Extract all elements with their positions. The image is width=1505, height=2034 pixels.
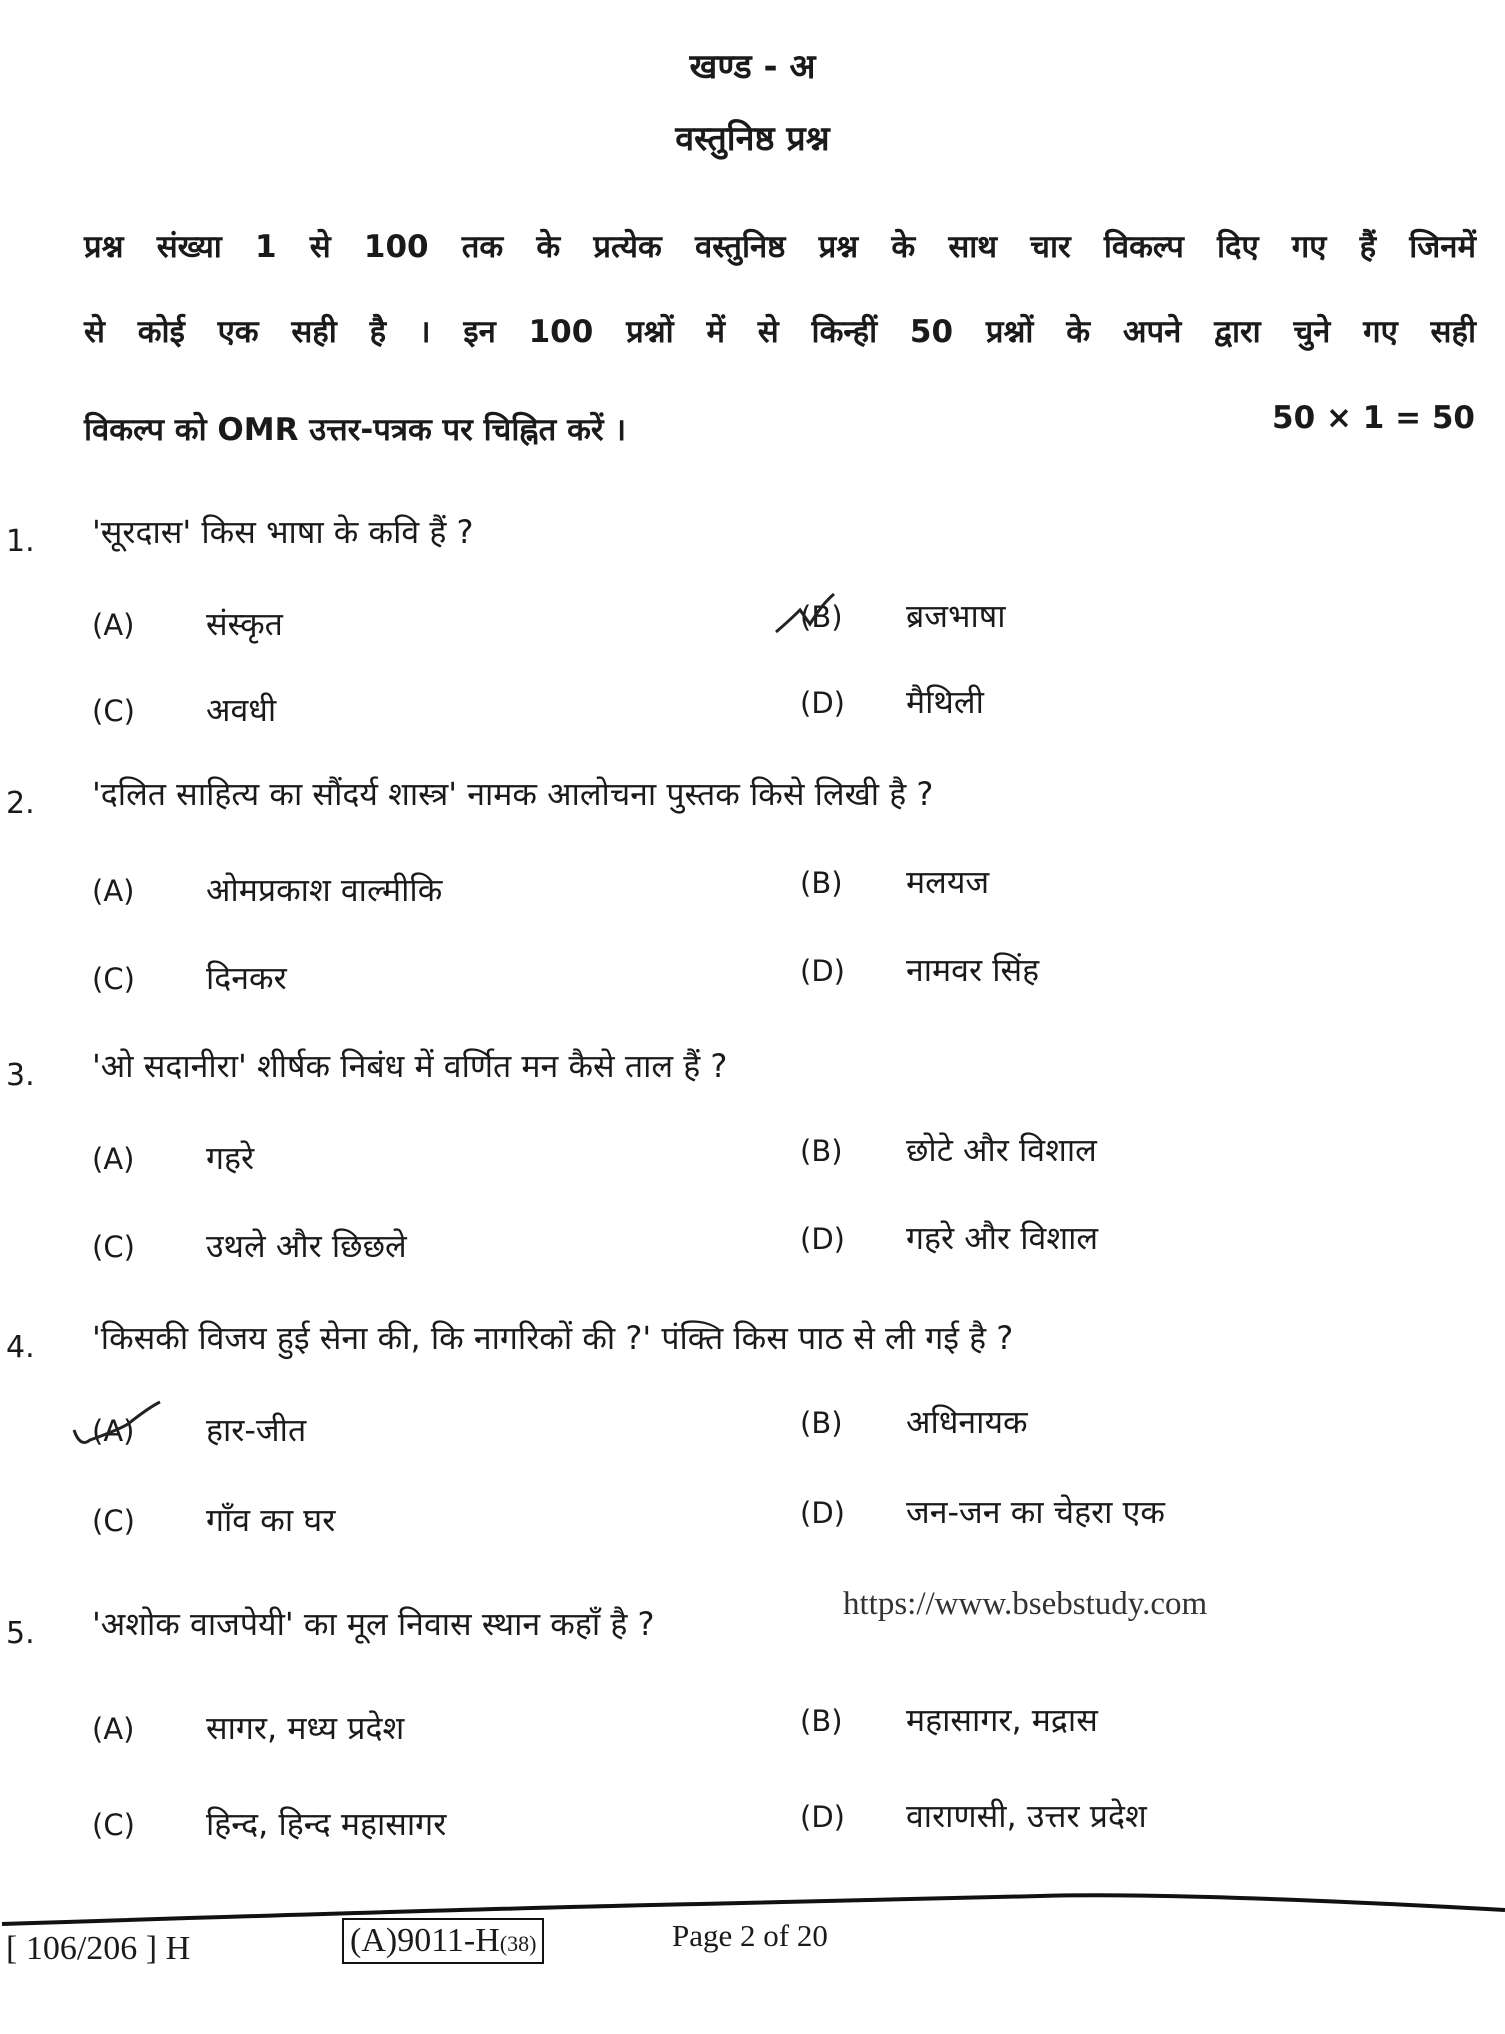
question-number: 4. bbox=[6, 1330, 35, 1365]
option-text: मैथिली bbox=[906, 683, 984, 721]
option-label: (B) bbox=[800, 1406, 843, 1440]
option-label: (B) bbox=[800, 600, 843, 634]
marks-allocation: 50 × 1 = 50 bbox=[1272, 400, 1475, 436]
watermark-url: https://www.bsebstudy.com bbox=[843, 1586, 1208, 1622]
option-label: (D) bbox=[800, 1800, 845, 1834]
question-text: 'सूरदास' किस भाषा के कवि हैं ? bbox=[92, 513, 474, 551]
option-text: संस्कृत bbox=[206, 605, 283, 643]
instruction-line: विकल्प को OMR उत्तर-पत्रक पर चिह्नित करें । bbox=[84, 412, 627, 448]
option-text: महासागर, मद्रास bbox=[906, 1701, 1098, 1739]
option-label: (D) bbox=[800, 686, 845, 720]
option-text: सागर, मध्य प्रदेश bbox=[206, 1709, 405, 1747]
handwritten-tick-icon bbox=[770, 590, 840, 640]
option-label: (D) bbox=[800, 1496, 845, 1530]
option-text: छोटे और विशाल bbox=[906, 1131, 1097, 1169]
option-label: (A) bbox=[92, 1712, 135, 1746]
option-label: (B) bbox=[800, 1704, 843, 1738]
question-number: 2. bbox=[6, 786, 35, 821]
instruction-line: से कोई एक सही है । इन 100 प्रश्नों में से किन्हीं 50 प्रश्नों के अपने द्वारा चुने गए सही bbox=[84, 314, 1476, 350]
paper-code: (A)9011-H bbox=[350, 1922, 500, 1959]
question-text: 'किसकी विजय हुई सेना की, कि नागरिकों की ?' पंक्ति किस पाठ से ली गई है ? bbox=[92, 1319, 1014, 1357]
footer-code: [ 106/206 ] H bbox=[6, 1930, 191, 1967]
option-label: (A) bbox=[92, 1414, 135, 1448]
question-text: 'अशोक वाजपेयी' का मूल निवास स्थान कहाँ है ? bbox=[92, 1605, 655, 1643]
option-label: (C) bbox=[92, 1230, 135, 1264]
option-label: (D) bbox=[800, 954, 845, 988]
option-text: गाँव का घर bbox=[206, 1501, 336, 1539]
instruction-line: प्रश्न संख्या 1 से 100 तक के प्रत्येक वस्तुनिष्ठ प्रश्न के साथ चार विकल्प दिए गए हैं जिनमें bbox=[84, 229, 1476, 265]
option-label: (C) bbox=[92, 694, 135, 728]
option-label: (C) bbox=[92, 1808, 135, 1842]
option-text: गहरे bbox=[206, 1139, 255, 1177]
option-label: (A) bbox=[92, 874, 135, 908]
question-number: 3. bbox=[6, 1058, 35, 1093]
option-text: जन-जन का चेहरा एक bbox=[906, 1493, 1165, 1531]
option-label: (B) bbox=[800, 1134, 843, 1168]
option-text: मलयज bbox=[906, 863, 990, 901]
handwritten-tick-icon bbox=[68, 1400, 168, 1455]
option-text: अवधी bbox=[206, 691, 277, 729]
paper-code-box bbox=[342, 1918, 544, 1964]
question-text: 'ओ सदानीरा' शीर्षक निबंध में वर्णित मन कैसे ताल हैं ? bbox=[92, 1047, 728, 1085]
question-number: 5. bbox=[6, 1616, 35, 1651]
option-text: नामवर सिंह bbox=[906, 951, 1040, 989]
option-label: (D) bbox=[800, 1222, 845, 1256]
question-text: 'दलित साहित्य का सौंदर्य शास्त्र' नामक आलोचना पुस्तक किसे लिखी है ? bbox=[92, 775, 934, 813]
option-text: उथले और छिछले bbox=[206, 1227, 407, 1265]
section-title: खण्ड - अ bbox=[689, 47, 816, 87]
option-text: ओमप्रकाश वाल्मीकि bbox=[206, 871, 443, 909]
section-subtitle: वस्तुनिष्ठ प्रश्न bbox=[675, 119, 830, 159]
option-text: गहरे और विशाल bbox=[906, 1219, 1099, 1257]
paper-code-sub: (38) bbox=[499, 1931, 537, 1956]
option-label: (C) bbox=[92, 962, 135, 996]
option-text: अधिनायक bbox=[906, 1403, 1028, 1441]
option-label: (A) bbox=[92, 608, 135, 642]
option-text: वाराणसी, उत्तर प्रदेश bbox=[906, 1797, 1147, 1835]
page-number: Page 2 of 20 bbox=[672, 1918, 828, 1953]
question-number: 1. bbox=[6, 524, 35, 559]
option-text: दिनकर bbox=[206, 959, 287, 997]
option-text: हार-जीत bbox=[206, 1411, 307, 1449]
option-text: हिन्द, हिन्द महासागर bbox=[206, 1805, 447, 1843]
option-text: ब्रजभाषा bbox=[906, 597, 1006, 635]
option-label: (A) bbox=[92, 1142, 135, 1176]
option-label: (C) bbox=[92, 1504, 135, 1538]
option-label: (B) bbox=[800, 866, 843, 900]
